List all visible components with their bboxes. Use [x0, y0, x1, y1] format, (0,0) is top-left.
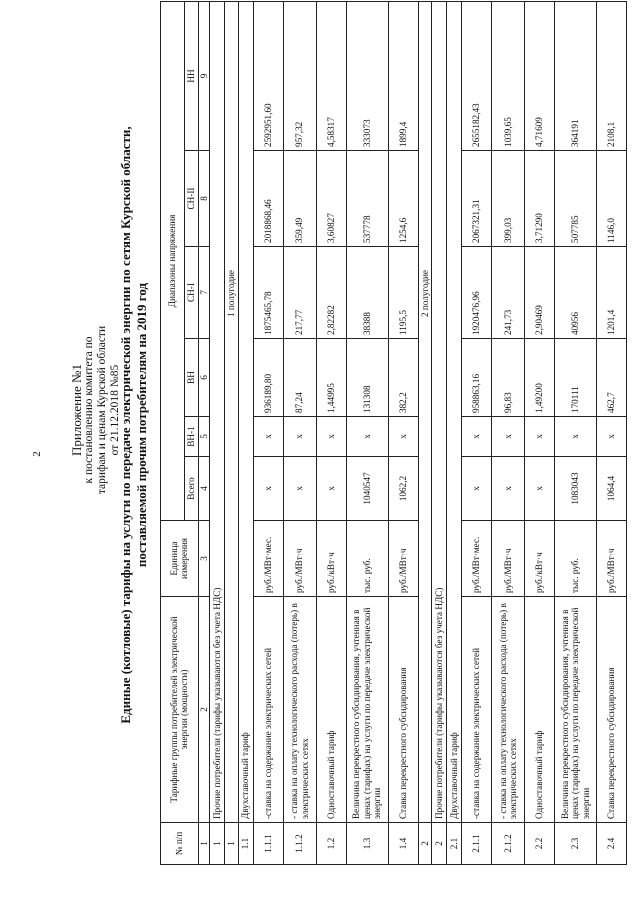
table-row: [447, 1, 462, 864]
row-unit: руб./МВт·мес.: [253, 521, 283, 597]
row-number: 1.3: [346, 823, 388, 865]
value-vn1: х: [388, 417, 418, 457]
value-total: х: [253, 457, 283, 521]
header-unit: Единица измерения: [161, 521, 199, 597]
header-nn: НН: [185, 1, 199, 150]
appendix-heading: Приложение №1: [69, 364, 84, 456]
row-unit: руб./кВт·ч: [316, 521, 346, 597]
header-total: Всего: [185, 457, 199, 521]
row-number: 1: [210, 823, 225, 865]
row-name: - ставка на оплату технологического расхода (потерь) в электрических сетях: [492, 597, 525, 823]
appendix-line: тарифам и ценам Курской области: [96, 325, 108, 495]
column-index-row: [198, 1, 210, 864]
value-vn: 1,44995: [316, 339, 346, 417]
table-row: [388, 1, 418, 864]
row-unit: руб./кВт·ч: [525, 521, 555, 597]
row-number: 2.1.1: [462, 823, 492, 865]
row-number: 1.1.1: [253, 823, 283, 865]
value-vn1: х: [316, 417, 346, 457]
value-sn1: 38388: [346, 247, 388, 339]
table-row: [283, 1, 316, 864]
value-vn1: х: [346, 417, 388, 457]
value-total: 1040547: [346, 457, 388, 521]
row-number: 2.1: [447, 823, 462, 865]
header-vn: ВН: [185, 339, 199, 417]
column-index: 4: [198, 457, 210, 521]
row-unit: тыс. руб.: [555, 521, 597, 597]
value-sn2: 359,49: [283, 151, 316, 247]
value-sn1: 1201,4: [597, 247, 627, 339]
header-group: Тарифные группы потребителей электрической энергии (мощности): [161, 597, 199, 823]
column-index: 9: [198, 1, 210, 150]
row-name: Величина перекрестного субсидирования, учтенная в ценах (тарифах) на услуги по передаче электрической энергии: [555, 597, 597, 823]
appendix-date: от 21.12.2018 №85: [109, 364, 121, 456]
row-name: Одноставочный тариф: [316, 597, 346, 823]
value-sn2: 399,03: [492, 151, 525, 247]
header-vn1: ВН-1: [185, 417, 199, 457]
row-name: -ставка на содержание электрических сетей: [462, 597, 492, 823]
appendix-block: [70, 245, 122, 575]
row-name: Величина перекрестного субсидирования, учтенная в ценах (тарифах) на услуги по передаче электрической энергии: [346, 597, 388, 823]
value-vn1: х: [253, 417, 283, 457]
section-label: 2 полугодие: [418, 1, 432, 822]
table-body: [210, 1, 627, 864]
row-number: 2.1.2: [492, 823, 525, 865]
column-index: 5: [198, 417, 210, 457]
value-vn: 936189,80: [253, 339, 283, 417]
tariff-table: [160, 1, 627, 865]
value-sn1: 2,90469: [525, 247, 555, 339]
value-sn1: 40956: [555, 247, 597, 339]
value-vn: 382,2: [388, 339, 418, 417]
column-index: 2: [198, 597, 210, 823]
value-vn1: х: [492, 417, 525, 457]
row-label: Двухставочный тариф: [447, 1, 462, 822]
row-number: 2: [418, 823, 432, 865]
value-total: х: [462, 457, 492, 521]
value-sn2: 537778: [346, 151, 388, 247]
table-row: [462, 1, 492, 864]
value-vn: 958863,16: [462, 339, 492, 417]
value-sn2: 1146,0: [597, 151, 627, 247]
table-row: [597, 1, 627, 864]
header-sn2: СН-II: [185, 151, 199, 247]
value-total: 1083043: [555, 457, 597, 521]
table-row: [253, 1, 283, 864]
table-row: [555, 1, 597, 864]
row-number: 1: [225, 823, 239, 865]
value-vn: 1,49200: [525, 339, 555, 417]
table-row: [346, 1, 388, 864]
row-number: 2.2: [525, 823, 555, 865]
row-number: 1.2: [316, 823, 346, 865]
value-sn1: 1195,5: [388, 247, 418, 339]
row-unit: руб./МВт·ч: [597, 521, 627, 597]
value-total: 1064,4: [597, 457, 627, 521]
header-sn1: СН-I: [185, 247, 199, 339]
row-number: 2: [432, 823, 447, 865]
table-row: [525, 1, 555, 864]
value-sn1: 241,73: [492, 247, 525, 339]
row-number: 1.1.2: [283, 823, 316, 865]
value-nn: 1899,4: [388, 1, 418, 150]
value-sn1: 2,82282: [316, 247, 346, 339]
table-row: [432, 1, 447, 864]
column-index: 1: [198, 823, 210, 865]
value-vn: 462,7: [597, 339, 627, 417]
value-total: х: [283, 457, 316, 521]
value-nn: 4,71609: [525, 1, 555, 150]
value-vn1: х: [283, 417, 316, 457]
document-title: [118, 65, 149, 785]
row-unit: руб./МВт·ч: [388, 521, 418, 597]
value-total: 1062,2: [388, 457, 418, 521]
value-nn: 4,58317: [316, 1, 346, 150]
title-line: Единые (котловые) тарифы на услуги по передаче электрической энергии по сетям Курской области,: [118, 126, 133, 724]
title-line: поставляемой прочим потребителям на 2019 год: [133, 282, 149, 568]
value-total: х: [492, 457, 525, 521]
row-name: Ставка перекрестного субсидирования: [388, 597, 418, 823]
value-sn2: 1254,6: [388, 151, 418, 247]
section-label: 1 полугодие: [225, 1, 239, 822]
header-ranges: Диапазоны напряжения: [161, 1, 185, 520]
row-label: Прочие потребители (тарифы указываются без учета НДС): [210, 1, 225, 822]
value-sn2: 2067321,31: [462, 151, 492, 247]
value-nn: 2108,1: [597, 1, 627, 150]
value-total: х: [525, 457, 555, 521]
value-sn1: 217,77: [283, 247, 316, 339]
value-vn1: х: [462, 417, 492, 457]
table-row: [238, 1, 253, 864]
table-row: [225, 1, 239, 864]
value-nn: 2655182,43: [462, 1, 492, 150]
row-number: 2.4: [597, 823, 627, 865]
value-nn: 2592951,60: [253, 1, 283, 150]
value-sn2: 3,71290: [525, 151, 555, 247]
value-sn1: 1920476,96: [462, 247, 492, 339]
row-label: Прочие потребители (тарифы указываются без учета НДС): [432, 1, 447, 822]
row-number: 1.4: [388, 823, 418, 865]
row-name: - ставка на оплату технологического расхода (потерь) в электрических сетях: [283, 597, 316, 823]
table-row: [316, 1, 346, 864]
value-vn1: х: [555, 417, 597, 457]
row-name: Одноставочный тариф: [525, 597, 555, 823]
row-unit: руб./МВт·мес.: [462, 521, 492, 597]
value-nn: 957,32: [283, 1, 316, 150]
row-name: Ставка перекрестного субсидирования: [597, 597, 627, 823]
value-nn: 1039,65: [492, 1, 525, 150]
value-nn: 364191: [555, 1, 597, 150]
appendix-line: к постановлению комитета по: [83, 336, 95, 484]
row-number: 1.1: [238, 823, 253, 865]
value-vn1: х: [597, 417, 627, 457]
column-index: 8: [198, 151, 210, 247]
page-number: 2: [30, 451, 43, 457]
value-sn2: 2018868,46: [253, 151, 283, 247]
table-row: [492, 1, 525, 864]
table-row: [418, 1, 432, 864]
value-sn1: 1875465,78: [253, 247, 283, 339]
value-nn: 333073: [346, 1, 388, 150]
row-number: 2.3: [555, 823, 597, 865]
value-vn: 170111: [555, 339, 597, 417]
column-index: 6: [198, 339, 210, 417]
value-sn2: 3,60827: [316, 151, 346, 247]
row-unit: руб./МВт·ч: [492, 521, 525, 597]
value-sn2: 507785: [555, 151, 597, 247]
row-unit: тыс. руб.: [346, 521, 388, 597]
row-unit: руб./МВт·ч: [283, 521, 316, 597]
row-name: -ставка на содержание электрических сетей: [253, 597, 283, 823]
table-row: [210, 1, 225, 864]
value-vn: 96,83: [492, 339, 525, 417]
value-vn: 131308: [346, 339, 388, 417]
value-vn1: х: [525, 417, 555, 457]
row-label: Двухставочный тариф: [238, 1, 253, 822]
value-total: х: [316, 457, 346, 521]
value-vn: 87,24: [283, 339, 316, 417]
column-index: 3: [198, 521, 210, 597]
header-number: № п/п: [161, 823, 199, 865]
column-index: 7: [198, 247, 210, 339]
